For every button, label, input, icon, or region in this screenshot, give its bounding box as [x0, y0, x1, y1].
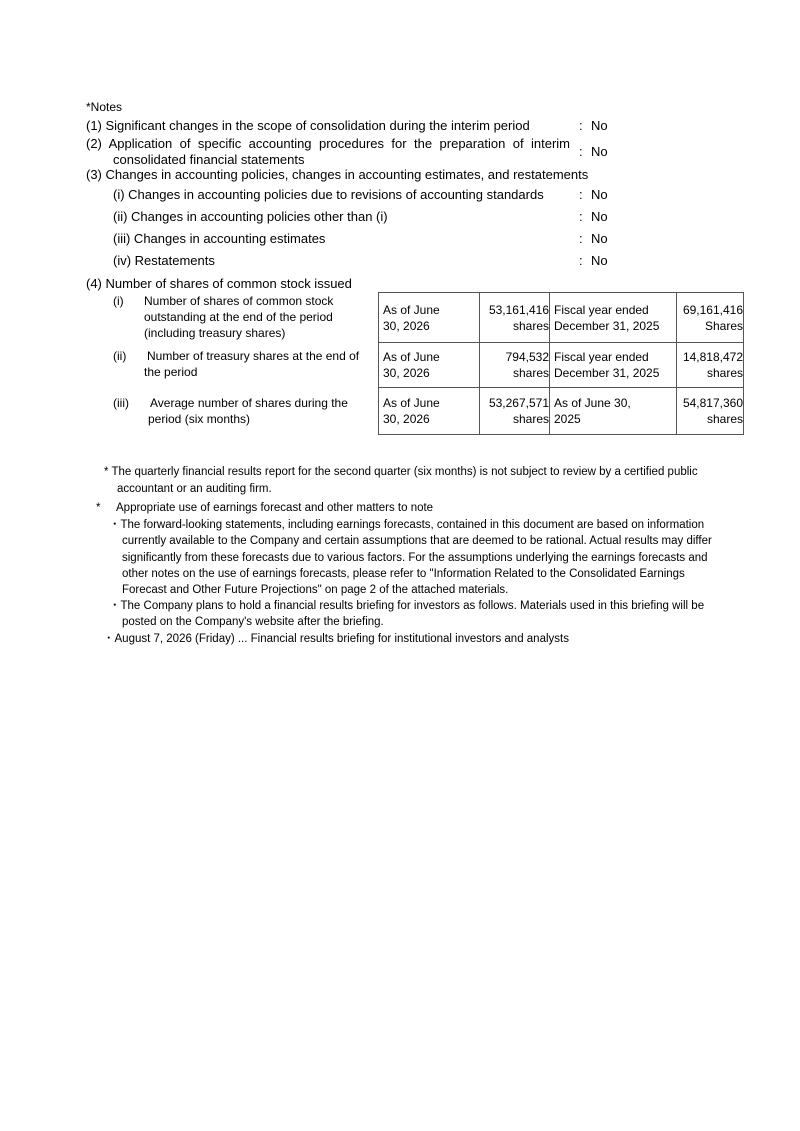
note-item-1-value: No — [591, 118, 608, 133]
date-cell: As of June 30, 2026 — [379, 343, 480, 388]
forecast-bullet-1-line2: currently available to the Company and certain assumptions that are deemed to be rational. Actual results may differ — [122, 535, 712, 547]
notes-title: *Notes — [86, 100, 123, 114]
share-label-1-line1: Number of shares of common stock — [144, 294, 334, 308]
share-label-2-line1: Number of treasury shares at the end of — [147, 349, 360, 363]
note-item-3-i-colon: : — [579, 187, 583, 202]
note-item-3: (3) Changes in accounting policies, changes in accounting estimates, and restatements — [86, 167, 589, 182]
share-label-1-line2: outstanding at the end of the period — [144, 310, 333, 324]
table-row — [379, 388, 744, 435]
value-cell: 53,161,416 shares — [480, 293, 550, 343]
forecast-bullet-1-line4: other notes on the use of earnings forecasts, please refer to "Information Related to the Consolidated Earnings — [122, 568, 685, 580]
review-footnote-line1: * The quarterly financial results report for the second quarter (six months) is not subject to review by a certified public — [104, 466, 698, 478]
share-label-1-line3: (including treasury shares) — [144, 326, 286, 340]
share-label-2-line2: the period — [144, 365, 198, 379]
review-footnote-line2: accountant or an auditing firm. — [117, 483, 272, 495]
note-item-3-iii: (iii) Changes in accounting estimates — [113, 231, 326, 246]
forecast-bullet-2-line2: posted on the Company's website after the briefing. — [122, 616, 384, 628]
note-item-1: (1) Significant changes in the scope of consolidation during the interim period — [86, 118, 530, 133]
date-cell: As of June 30, 2026 — [379, 388, 480, 435]
note-item-3-iii-value: No — [591, 231, 608, 246]
note-item-2-value: No — [591, 144, 608, 159]
briefing-date-line: ・August 7, 2026 (Friday) ... Financial results briefing for institutional investors and analysts — [103, 633, 569, 645]
value-cell: 69,161,416 Shares — [677, 293, 744, 343]
share-label-3-line2: period (six months) — [148, 412, 251, 426]
share-label-3-number: (iii) — [113, 396, 129, 410]
forecast-bullet-1-line5: Forecast and Other Future Projections" on page 2 of the attached materials. — [122, 584, 509, 596]
share-label-1-number: (i) — [113, 294, 124, 308]
note-item-3-iii-colon: : — [579, 231, 583, 246]
note-item-3-ii-value: No — [591, 209, 608, 224]
value-cell: 794,532 shares — [480, 343, 550, 388]
forecast-bullet-1-line1: ・The forward-looking statements, including earnings forecasts, contained in this document are based on information — [109, 519, 705, 531]
forecast-bullet-2-line1: ・The Company plans to hold a financial results briefing for investors as follows. Materials used in this briefing will be — [109, 600, 705, 612]
note-item-4: (4) Number of shares of common stock issued — [86, 276, 352, 291]
table-row — [379, 293, 744, 343]
note-item-3-i-value: No — [591, 187, 608, 202]
note-item-2-colon: : — [579, 144, 583, 159]
date-cell: As of June 30, 2025 — [550, 388, 677, 435]
note-item-3-iv-colon: : — [579, 253, 583, 268]
share-label-3-line1: Average number of shares during the — [150, 396, 348, 410]
value-cell: 54,817,360 shares — [677, 388, 744, 435]
forecast-title: Appropriate use of earnings forecast and other matters to note — [116, 502, 434, 514]
note-item-2-line2: consolidated financial statements — [113, 152, 305, 167]
value-cell: 14,818,472 shares — [677, 343, 744, 388]
note-item-3-i: (i) Changes in accounting policies due to revisions of accounting standards — [113, 187, 544, 202]
note-item-3-ii: (ii) Changes in accounting policies other than (i) — [113, 209, 388, 224]
note-item-3-iv: (iv) Restatements — [113, 253, 215, 268]
note-item-3-iv-value: No — [591, 253, 608, 268]
shares-table — [378, 292, 744, 435]
share-label-2-number: (ii) — [113, 349, 127, 363]
note-item-2-line1: (2) Application of specific accounting procedures for the preparation of interim — [86, 136, 570, 151]
note-item-1-colon: : — [579, 118, 583, 133]
date-cell: Fiscal year ended December 31, 2025 — [550, 343, 677, 388]
forecast-marker: * — [96, 502, 101, 514]
date-cell: As of June 30, 2026 — [379, 293, 480, 343]
forecast-bullet-1-line3: significantly from these forecasts due to various factors. For the assumptions underlying the earnings forecasts and — [122, 552, 708, 564]
date-cell: Fiscal year ended December 31, 2025 — [550, 293, 677, 343]
note-item-3-ii-colon: : — [579, 209, 583, 224]
table-row — [379, 343, 744, 388]
value-cell: 53,267,571 shares — [480, 388, 550, 435]
